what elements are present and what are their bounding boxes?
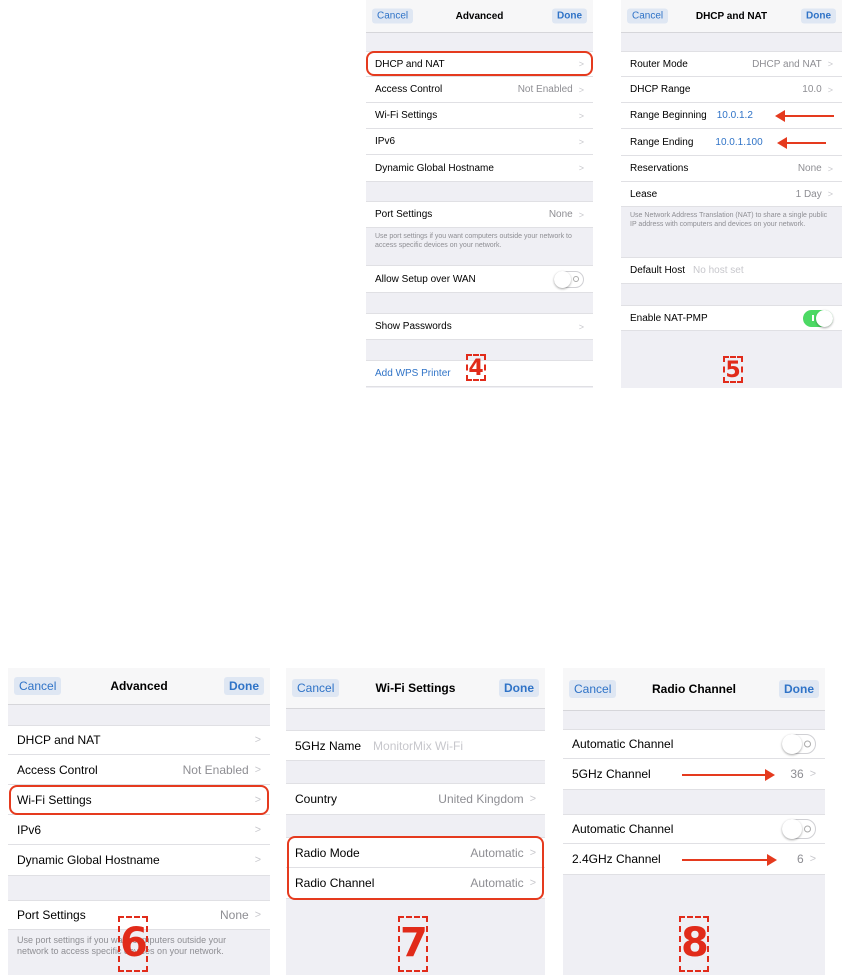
- arrow-24ghz-channel: [682, 859, 768, 861]
- nav-title: Advanced: [110, 679, 168, 693]
- step-number-badge: 5: [723, 356, 743, 383]
- row-label: Reservations: [630, 163, 689, 174]
- nav-title: DHCP and NAT: [695, 10, 768, 22]
- chevron-right-icon: >: [254, 854, 261, 866]
- row-label: DHCP and NAT: [17, 733, 101, 747]
- nat-footnote: Use Network Address Translation (NAT) to share a single public IP address with computers and devices on your network.: [630, 212, 828, 228]
- row-value: Automatic: [470, 845, 524, 860]
- row-reservations[interactable]: [621, 156, 842, 182]
- row-dynamic-hostname[interactable]: [366, 155, 593, 182]
- chevron-right-icon: >: [254, 793, 261, 806]
- chevron-right-icon: >: [578, 84, 584, 95]
- allow-setup-wan-toggle[interactable]: [554, 271, 584, 288]
- toggle-knob: [554, 271, 571, 288]
- toggle-knob: [782, 734, 802, 754]
- chevron-right-icon: >: [827, 163, 833, 174]
- chevron-right-icon: >: [809, 853, 816, 865]
- step-number-badge: 8: [679, 916, 709, 972]
- nav-title: Wi-Fi Settings: [375, 681, 456, 695]
- row-label: DHCP Range: [630, 84, 691, 95]
- nav-bar: [366, 0, 593, 33]
- row-value: 6: [797, 852, 804, 866]
- row-label: Enable NAT-PMP: [630, 312, 708, 324]
- chevron-right-icon: >: [529, 846, 536, 859]
- row-label: Allow Setup over WAN: [375, 273, 476, 285]
- row-lease[interactable]: [621, 182, 842, 207]
- chevron-right-icon: >: [254, 823, 261, 836]
- row-label: Access Control: [17, 762, 98, 777]
- row-access-control[interactable]: [366, 77, 593, 103]
- port-settings-footnote: Use port settings if you want computers outside your network to access specific devices on your network.: [375, 233, 572, 249]
- toggle-on-indicator: [812, 315, 814, 321]
- chevron-right-icon: >: [254, 909, 261, 921]
- chevron-right-icon: >: [254, 763, 261, 776]
- row-label: 5GHz Name: [295, 738, 362, 753]
- row-access-control[interactable]: [8, 755, 270, 785]
- done-button[interactable]: Done: [224, 677, 264, 695]
- cancel-button[interactable]: Cancel: [14, 677, 61, 695]
- row-label: Access Control: [375, 84, 443, 95]
- nav-bar: [621, 0, 842, 33]
- chevron-right-icon: >: [578, 163, 584, 173]
- cancel-button[interactable]: Cancel: [627, 9, 668, 24]
- row-value: 10.0: [802, 84, 822, 95]
- chevron-right-icon: >: [827, 59, 833, 69]
- row-label: Automatic Channel: [572, 822, 674, 836]
- chevron-right-icon: >: [578, 110, 584, 121]
- row-label: IPv6: [375, 136, 396, 147]
- arrow-range-beginning: [784, 115, 834, 117]
- row-label: Wi-Fi Settings: [375, 110, 438, 121]
- screen-radio-channel: [563, 668, 825, 975]
- arrow-range-ending: [786, 142, 826, 144]
- chevron-right-icon: >: [529, 793, 536, 805]
- row-label: Port Settings: [375, 209, 433, 220]
- row-label: 2.4GHz Channel: [572, 852, 661, 866]
- row-port-settings[interactable]: [366, 201, 593, 228]
- row-dynamic-hostname[interactable]: [8, 845, 270, 876]
- row-allow-setup-wan: [366, 265, 593, 293]
- row-wifi-settings[interactable]: [366, 103, 593, 129]
- row-label: Radio Channel: [295, 876, 375, 890]
- row-label: Default Host: [630, 265, 686, 276]
- chevron-right-icon: >: [809, 768, 816, 780]
- nav-bar: [286, 668, 545, 709]
- row-show-passwords[interactable]: [366, 313, 593, 340]
- row-ipv6[interactable]: [366, 129, 593, 155]
- chevron-right-icon: >: [254, 734, 261, 746]
- row-label: Lease: [630, 188, 658, 200]
- done-button[interactable]: Done: [801, 9, 836, 24]
- automatic-channel-24ghz-toggle[interactable]: [782, 819, 816, 839]
- arrow-5ghz-channel: [682, 774, 766, 776]
- range-ending-field[interactable]: 10.0.1.100: [715, 136, 763, 148]
- highlight-dhcp-nat: [366, 51, 593, 76]
- row-value: Automatic: [470, 876, 524, 890]
- 5ghz-name-input[interactable]: MonitorMix Wi-Fi: [373, 738, 464, 753]
- range-beginning-field[interactable]: 10.0.1.2: [716, 110, 753, 121]
- nav-title: Advanced: [455, 10, 504, 22]
- done-button[interactable]: Done: [779, 680, 819, 698]
- row-label: Router Mode: [630, 58, 688, 70]
- row-label: Port Settings: [17, 908, 86, 922]
- row-label: Dynamic Global Hostname: [17, 853, 160, 867]
- screen-advanced-bottom: [8, 668, 270, 975]
- enable-nat-pmp-toggle[interactable]: [803, 310, 833, 327]
- row-value: None: [797, 163, 822, 174]
- chevron-right-icon: >: [827, 189, 833, 199]
- step-number-badge: 4: [466, 354, 486, 381]
- port-settings-footnote: Use port settings if you want computers outside your network to access specific devices on your network.: [17, 935, 227, 957]
- step-number-badge: 7: [398, 916, 428, 972]
- done-button[interactable]: Done: [552, 9, 587, 24]
- toggle-knob: [782, 819, 802, 839]
- row-value: 1 Day: [795, 188, 822, 200]
- row-5ghz-name[interactable]: [286, 730, 545, 761]
- screen-advanced-top: [366, 0, 593, 388]
- step-number-badge: 6: [118, 916, 148, 972]
- row-label: DHCP and NAT: [375, 58, 445, 70]
- row-value: United Kingdom: [438, 792, 524, 806]
- done-button[interactable]: Done: [499, 679, 539, 697]
- toggle-off-indicator: [804, 741, 811, 748]
- highlight-radio-settings: [287, 836, 544, 900]
- chevron-right-icon: >: [529, 877, 536, 889]
- row-automatic-channel-5ghz: [563, 729, 825, 759]
- row-country[interactable]: [286, 783, 545, 815]
- chevron-right-icon: >: [578, 321, 584, 332]
- chevron-right-icon: >: [827, 84, 833, 95]
- row-label: Range Ending: [630, 136, 694, 148]
- row-label: IPv6: [17, 822, 42, 837]
- row-value: None: [220, 908, 249, 922]
- row-default-host[interactable]: [621, 257, 842, 284]
- row-label: Dynamic Global Hostname: [375, 162, 494, 174]
- row-value: DHCP and NAT: [752, 58, 822, 70]
- toggle-off-indicator: [804, 826, 811, 833]
- screen-wifi-settings: [286, 668, 545, 975]
- automatic-channel-5ghz-toggle[interactable]: [782, 734, 816, 754]
- row-enable-nat-pmp: [621, 305, 842, 331]
- cancel-button[interactable]: Cancel: [569, 680, 616, 698]
- add-wps-printer-link[interactable]: Add WPS Printer: [375, 368, 451, 379]
- row-dhcp-nat[interactable]: [8, 725, 270, 755]
- row-value: Not Enabled: [182, 762, 249, 777]
- row-label: 5GHz Channel: [572, 767, 651, 781]
- row-label: Country: [295, 792, 338, 806]
- nav-bar: [8, 668, 270, 705]
- highlight-wifi-settings: [9, 785, 269, 815]
- row-value: 36: [790, 767, 804, 781]
- row-label: Range Beginning: [630, 110, 707, 121]
- row-label: Show Passwords: [375, 321, 452, 332]
- chevron-right-icon: >: [578, 209, 584, 220]
- toggle-off-indicator: [573, 276, 579, 282]
- cancel-button[interactable]: Cancel: [292, 679, 339, 697]
- row-value: None: [548, 209, 573, 220]
- nav-title: Radio Channel: [651, 682, 736, 696]
- row-value: Not Enabled: [517, 84, 573, 95]
- screen-dhcp-nat: [621, 0, 842, 388]
- nav-bar: [563, 668, 825, 711]
- row-ipv6[interactable]: [8, 815, 270, 845]
- default-host-input[interactable]: No host set: [693, 265, 744, 276]
- row-label: Wi-Fi Settings: [17, 792, 92, 807]
- row-label: Radio Mode: [295, 845, 360, 860]
- cancel-button[interactable]: Cancel: [372, 9, 413, 24]
- row-label: Automatic Channel: [572, 737, 674, 751]
- row-dhcp-range[interactable]: [621, 77, 842, 103]
- toggle-knob: [816, 310, 833, 327]
- row-router-mode[interactable]: [621, 51, 842, 77]
- chevron-right-icon: >: [578, 136, 584, 147]
- chevron-right-icon: >: [578, 59, 584, 69]
- row-automatic-channel-24ghz: [563, 814, 825, 844]
